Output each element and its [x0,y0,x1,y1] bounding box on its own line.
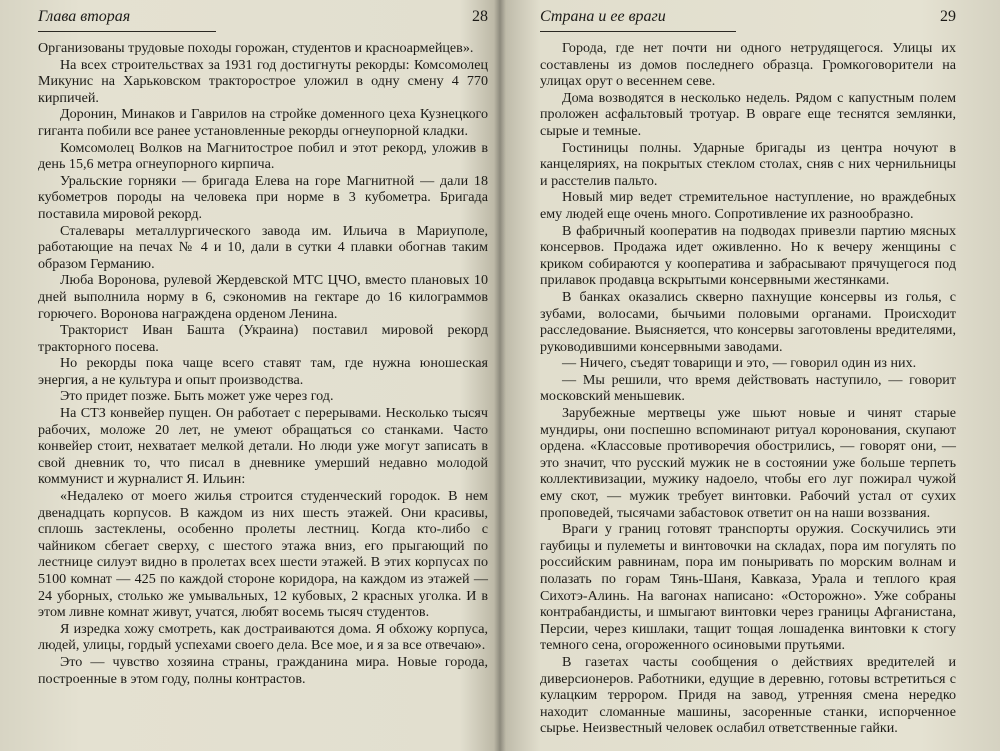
paragraph: Гостиницы полны. Ударные бригады из центра ночуют в канцеляриях, на покрытых стеклом столах, сняв с них чернильницы и расстелив пальто. [540,139,956,189]
paragraph: Города, где нет почти ни одного нетрудящегося. Улицы их составлены из домов последнего образца. Громкоговорители на улицах орут о весеннем севе. [540,40,956,90]
paragraph: Уральские горняки — бригада Елева на горе Магнитной — дали 18 кубометров породы на человека при норме в 3 кубометра. Бригада поставила мировой рекорд. [38,172,488,222]
page-body [540,40,956,737]
paragraph: Это придет позже. Быть может уже через год. [60,388,334,405]
running-head [38,8,488,30]
paragraph: Новый мир ведет стремительное наступление, но враждебных ему людей еще очень много. Сопротивление их разнообразно. [540,189,956,222]
paragraph: Доронин, Минаков и Гаврилов на стройке доменного цеха Кузнецкого гиганта побили все ранее установленные рекорды огнеупорной кладки. [38,106,488,139]
header-rule [38,31,216,32]
paragraph: Сталевары металлургического завода им. Ильича в Мариуполе, работающие на печах № 4 и 10, дали в сутки 4 плавки обогнав таким образом Германию. [38,222,488,272]
paragraph: Зарубежные мертвецы уже шьют новые и чинят старые мундиры, они поспешно вспоминают ритуал коронования, скупают ордена. «Классовые противоречия обострились, — говорят они, — это значит, что русский мужик не в состоянии уже больше терпеть коллективизации, мужику надоело, чтобы его луг пожирал чужой ему скот, — мужик требует винтовки. Рабочий устал от сухих проповедей, тысячами забастовок ответит он на наши воззвания. [540,405,956,521]
page-body [38,40,488,687]
paragraph: В фабричный кооператив на подводах привезли партию мясных консервов. Продажа идет оживленно. Но к вечеру женщины с криком собираются у кооператива и забрасывают прячущегося под прилавок продавца вскрытыми консервными жестянками. [540,222,956,289]
paragraph: «Недалеко от моего жилья строится студенческий городок. В нем двенадцать корпусов. В каждом из них шесть этажей. Они красивы, сплошь застеклены, особенно пролеты лестниц. Когда кто-либо с чайником сбегает сверху, с шестого этажа вниз, его прыгающий по лестнице силуэт видно в пролетах всех шести этажей. В этих корпусах по 5100 комнат — 425 по каждой стороне коридора, на каждом из этажей — 24 уборных, столько же умывальных, 12 кубовых, 2 красных уголка. И в этом ливне комнат живут, учатся, любят восемь тысяч студентов. [38,488,488,621]
paragraph: Но рекорды пока чаще всего ставят там, где нужна юношеская энергия, а не культура и опыт производства. [38,355,488,388]
paragraph: — Мы решили, что время действовать наступило, — говорит московский меньшевик. [540,371,956,405]
chapter-title: Глава вторая [38,8,131,25]
paragraph: Люба Воронова, рулевой Жердевской МТС ЦЧО, вместо плановых 10 дней выполнила норму в 6, сэкономив на гектаре до 16 килограммов горючего. Воронова награждена орденом Ленина. [38,272,488,322]
paragraph: Враги у границ готовят транспорты оружия. Соскучились эти гаубицы и пулеметы и винтовочки на складах, пора им погулять по российским равнинам, пора им поныривать по морским волнам и полазать по горам Тянь-Шаня, Кавказа, Урала и теплого края Сихотэ-Алинь. На вагонах написано: «Осторожно». Уже собраны контрабандисты, и шмыгают винтовки через границы Афганистана, Персии, через кишлаки, тащит тощая лошаденка винтовки к стогу темного сена, огороженного осиновыми прутьями. [540,521,956,654]
paragraph: Я изредка хожу смотреть, как достраиваются дома. Я обхожу корпуса, людей, улицы, гордый успехами своего дела. Все мое, и я за все отвечаю». [38,620,488,654]
paragraph: На всех строительствах за 1931 год достигнуты рекорды: Комсомолец Микунис на Харьковском тракторострое уложил в одну смену 4 770 кирпичей. [38,56,488,106]
paragraph: В газетах часты сообщения о действиях вредителей и диверсионеров. Работники, едущие в деревню, готовы встретиться с кулацким террором. Придя на завод, утренняя смена нередко находит сломанные машины, засоренные станки, испорченное сырье. Неизвестный человек ослабил ответственные гайки. [540,653,956,737]
left-page [0,0,498,751]
paragraph: — Ничего, съедят товарищи и это, — говорил один из них. [562,355,917,372]
paragraph: Это — чувство хозяина страны, гражданина мира. Новые города, построенные в этом году, полны контрастов. [38,653,488,687]
page-number: 28 [472,8,488,25]
paragraph: Тракторист Иван Башта (Украина) поставил мировой рекорд тракторного посева. [38,322,488,355]
chapter-title: Страна и ее враги [540,8,666,25]
paragraph: В банках оказались скверно пахнущие консервы из голья, с зубами, волосами, бычьими половыми органами. Происходит расследование. Выясняется, что консервы заготовлены вредителями, руководившими консервными заводами. [540,288,956,355]
paragraph: На СТЗ конвейер пущен. Он работает с перерывами. Несколько тысяч рабочих, моложе 20 лет, не умеют обращаться со станками. Часто конвейер стоит, нехватает мелкой детали. Но люди уже могут записать в свой дневник то, что писал в дневнике умерший недавно молодой коммунист и журналист Я. Ильин: [38,405,488,488]
running-head [540,8,956,30]
paragraph: Комсомолец Волков на Магнитострое побил и этот рекорд, уложив в день 15,6 метра огнеупорного кирпича. [38,139,488,173]
paragraph: Организованы трудовые походы горожан, студентов и красноармейцев». [38,40,474,56]
paragraph: Дома возводятся в несколько недель. Рядом с капустным полем проложен асфальтовый тротуар. В овраге еще теснятся землянки, сырые и темные. [540,89,956,139]
right-page [502,0,1000,751]
header-rule [540,31,736,32]
page-number: 29 [940,8,956,25]
